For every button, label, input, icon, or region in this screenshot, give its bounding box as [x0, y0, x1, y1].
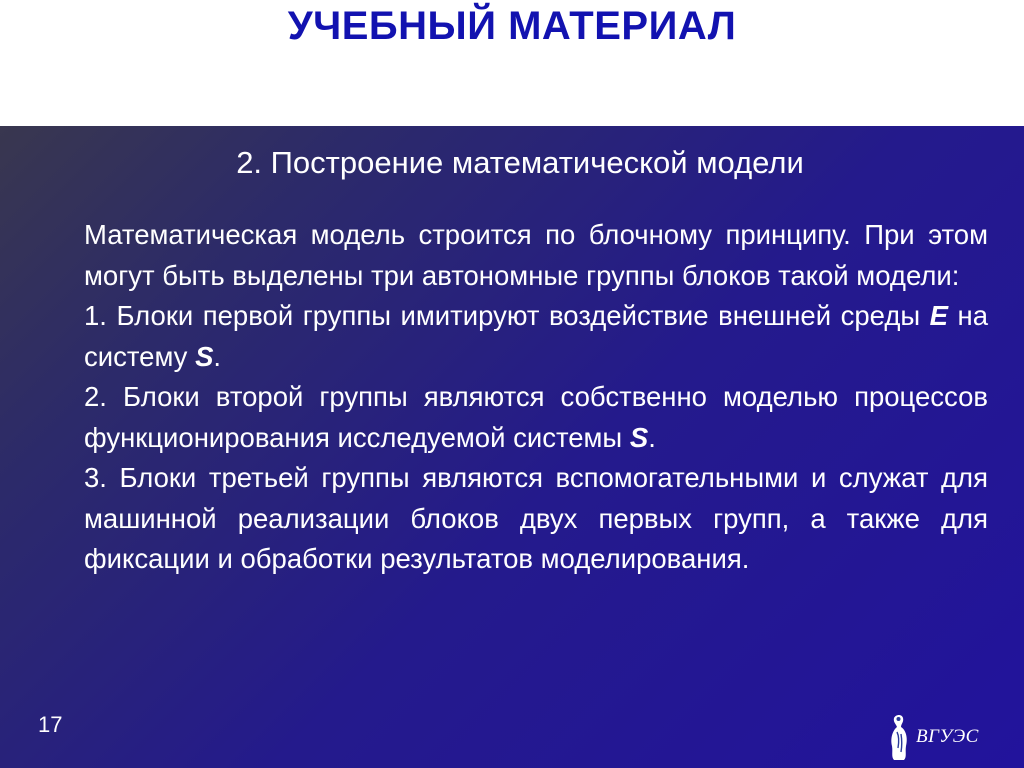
university-logo — [886, 712, 996, 762]
list-item-2-end: . — [648, 421, 656, 453]
list-item-3: 3. Блоки третьей группы являются вспомогательными и служат для машинной реализации блоков двух первых групп, а также для фиксации и обработки результатов моделирования. — [84, 462, 988, 574]
section-heading: 2. Построение математической модели — [236, 145, 804, 180]
logo-emblem-icon — [886, 712, 912, 762]
symbol-s: S — [195, 340, 214, 372]
logo-text: ВГУЭС — [916, 726, 979, 747]
page-number: 17 — [38, 712, 63, 737]
list-item-1-end: . — [213, 340, 222, 372]
intro-paragraph: Математическая модель строится по блочному принципу. При этом могут быть выделены три автономные группы блоков такой модели: — [84, 219, 988, 291]
list-item-1-text: 1. Блоки первой группы имитируют воздействие внешней среды — [84, 300, 930, 331]
symbol-e: E — [929, 300, 948, 331]
slide-header — [0, 0, 1024, 126]
slide-title: УЧЕБНЫЙ МАТЕРИАЛ — [287, 4, 737, 48]
body-text — [84, 215, 988, 580]
list-item-2-text: 2. Блоки второй группы являются собственно моделью процессов функционирования исследуемой системы — [84, 381, 988, 453]
list-item-1 — [84, 296, 988, 377]
symbol-s: S — [629, 421, 649, 453]
list-item-1-middle: на систему — [84, 300, 988, 372]
list-item-2 — [84, 377, 988, 458]
